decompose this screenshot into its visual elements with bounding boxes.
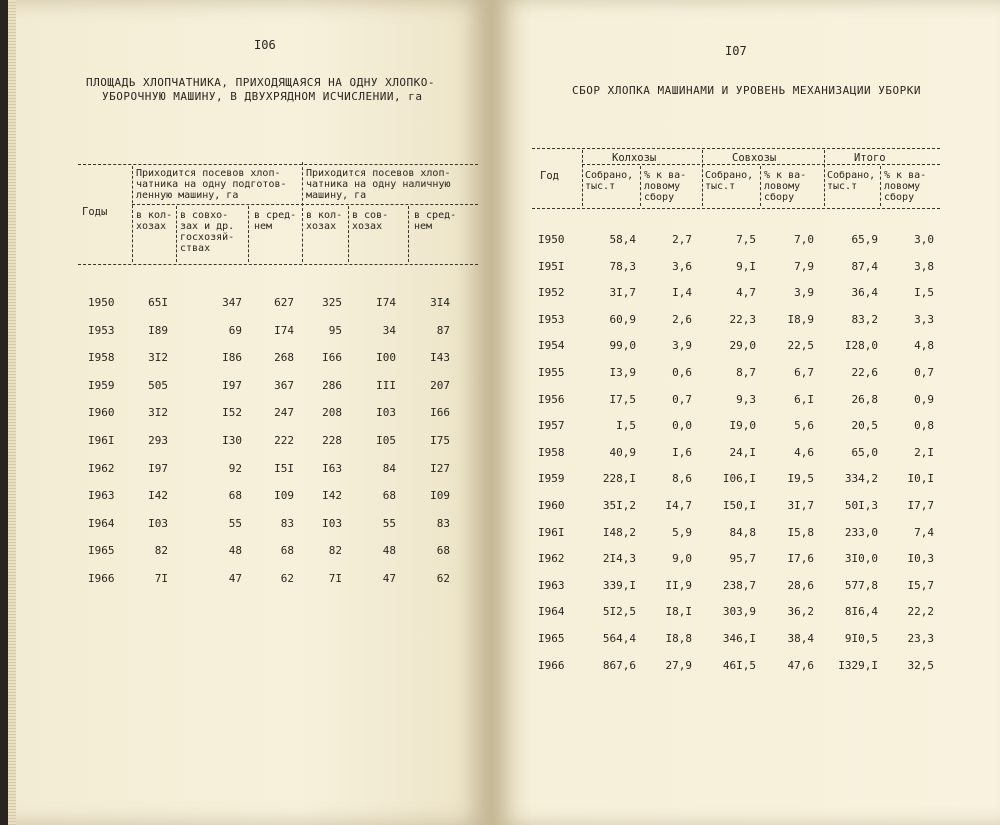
table-cell: 5,9 [672, 525, 692, 539]
table-cell: I42 [322, 489, 342, 503]
table-cell: I7,6 [787, 552, 814, 566]
table-cell: 20,5 [851, 419, 878, 433]
table-cell: 3,0 [914, 233, 934, 246]
table-cell: 62 [436, 572, 450, 585]
table-cell: I7,7 [907, 499, 934, 512]
table-cell: 83 [436, 516, 450, 530]
column-divider [132, 166, 133, 262]
column-header-year: Год [540, 170, 559, 182]
table-cell: 577,8 [844, 578, 878, 592]
table-cell: 48 [382, 544, 396, 558]
table-cell: 9,0 [672, 552, 692, 566]
column-group-header: Совхозы [732, 152, 777, 164]
table-cell: 28,6 [787, 578, 814, 592]
table-cell: 3I0,0 [844, 552, 878, 566]
table-cell: 65I [148, 296, 168, 309]
table-cell: 0,9 [914, 392, 934, 406]
table-cell: 4,6 [794, 445, 814, 459]
table-cell: 22,2 [907, 605, 934, 619]
column-header: % к ва-ловому сбору [884, 170, 927, 203]
table-cell: 222 [274, 434, 294, 447]
table-cell: I7,5 [609, 392, 636, 406]
table-cell: 47,6 [787, 658, 814, 672]
table-cell: 55 [382, 516, 396, 530]
table-cell: 286 [322, 378, 342, 392]
table-cell: I9,0 [729, 419, 756, 433]
column-header: Собрано, тыс.т [827, 170, 876, 192]
table-title-line-1: ПЛОЩАДЬ ХЛОПЧАТНИКА, ПРИХОДЯЩАЯСЯ НА ОДНУ ХЛОПКО- [86, 76, 436, 89]
table-cell: 334,2 [844, 472, 878, 486]
column-group-header: Итого [854, 152, 886, 164]
table-cell: I5I [274, 461, 294, 475]
page-edge [8, 0, 16, 825]
table-cell: 4,7 [736, 286, 756, 300]
row-year: I952 [538, 286, 565, 300]
table-cell: 7I [154, 572, 168, 585]
row-year: I959 [88, 378, 115, 392]
table-cell: 6,I [794, 392, 814, 406]
table-cell: I86 [222, 351, 242, 365]
table-cell: 82 [328, 544, 342, 558]
table-cell: I05 [376, 434, 396, 447]
column-divider [640, 166, 641, 206]
table-cell: 65,0 [851, 445, 878, 459]
table-cell: I30 [222, 434, 242, 447]
table-cell: 228,I [602, 472, 636, 486]
table-cell: 22,5 [787, 339, 814, 353]
table-cell: I63 [322, 461, 342, 475]
table-cell: 207 [430, 378, 450, 392]
table-cell: 68 [228, 489, 242, 503]
table-cell: I89 [148, 323, 168, 337]
table-cell: 0,7 [672, 392, 692, 406]
row-year: I953 [538, 312, 565, 326]
table-cell: 228 [322, 434, 342, 447]
table-cell: 95,7 [729, 552, 756, 566]
table-cell: I03 [376, 406, 396, 420]
table-cell: 339,I [602, 578, 636, 592]
table-cell: I5,8 [787, 525, 814, 539]
table-cell: I97 [148, 461, 168, 475]
table-cell: 87,4 [851, 259, 878, 273]
table-cell: 627 [274, 296, 294, 309]
table-title-line-2: УБОРОЧНУЮ МАШИНУ, В ДВУХРЯДНОМ ИСЧИСЛЕНИИ, га [102, 90, 423, 103]
table-cell: I42 [148, 489, 168, 503]
row-year: I96I [538, 525, 565, 539]
header-mid-rule [132, 204, 478, 205]
table-cell: I,5 [616, 419, 636, 433]
table-cell: 23,3 [907, 632, 934, 645]
row-year: I962 [538, 552, 565, 566]
row-year: I958 [88, 351, 115, 365]
column-divider [702, 150, 703, 206]
column-header: в совхо-зах и др. госхозяй-ствах [180, 210, 235, 254]
table-cell: 3I2 [148, 406, 168, 420]
table-cell: 2,6 [672, 312, 692, 326]
column-group-header: Приходится посевов хлоп-чатника на одну наличную машину, га [306, 168, 451, 201]
table-cell: 505 [148, 378, 168, 392]
table-cell: 68 [280, 544, 294, 558]
header-top-rule [78, 164, 478, 165]
row-year: I965 [538, 632, 565, 645]
table-cell: 8,6 [672, 472, 692, 486]
table-cell: I4,7 [665, 499, 692, 512]
table-cell: 78,3 [609, 259, 636, 273]
table-cell: 65,9 [851, 233, 878, 246]
column-divider [302, 162, 303, 262]
table-cell: 9I0,5 [844, 632, 878, 645]
row-year: I963 [88, 489, 115, 503]
table-cell: 564,4 [602, 632, 636, 645]
table-cell: 38,4 [787, 632, 814, 645]
table-cell: 27,9 [665, 658, 692, 672]
column-divider [760, 166, 761, 206]
table-cell: 55 [228, 516, 242, 530]
table-cell: 0,8 [914, 419, 934, 433]
row-year: I955 [538, 366, 565, 379]
table-cell: 2,I [914, 445, 934, 459]
table-cell: 68 [436, 544, 450, 558]
table-cell: 9,3 [736, 392, 756, 406]
table-cell: I28,0 [844, 339, 878, 353]
column-header: Собрано, тыс.т [705, 170, 754, 192]
row-year: I95I [538, 259, 565, 273]
table-cell: 7,9 [794, 259, 814, 273]
column-divider [348, 206, 349, 262]
column-header: % к ва-ловому сбору [764, 170, 807, 203]
table-cell: I52 [222, 406, 242, 420]
table-cell: 3,6 [672, 259, 692, 273]
table-cell: I74 [274, 323, 294, 337]
table-cell: 3,8 [914, 259, 934, 273]
table-cell: 2I4,3 [602, 552, 636, 566]
table-cell: 2,7 [672, 233, 692, 246]
table-cell: I329,I [838, 658, 878, 672]
table-cell: 0,0 [672, 419, 692, 433]
table-cell: I09 [430, 489, 450, 503]
table-cell: 40,9 [609, 445, 636, 459]
table-cell: I8,I [665, 605, 692, 619]
table-cell: 50I,3 [844, 499, 878, 512]
table-cell: I5,7 [907, 578, 934, 592]
table-cell: 7,4 [914, 525, 934, 539]
row-year: 1950 [88, 296, 115, 309]
table-cell: 48 [228, 544, 242, 558]
table-cell: 3I2 [148, 351, 168, 365]
table-cell: 60,9 [609, 312, 636, 326]
row-year: I962 [88, 461, 115, 475]
table-cell: 35I,2 [602, 499, 636, 512]
table-cell: I,5 [914, 286, 934, 300]
column-header: в сред-нем [254, 210, 297, 232]
table-cell: I50,I [722, 499, 756, 512]
table-cell: 7,5 [736, 233, 756, 246]
row-year: I960 [538, 499, 565, 512]
table-cell: I3,9 [609, 366, 636, 379]
row-year: I960 [88, 406, 115, 420]
table-cell: 34 [382, 323, 396, 337]
column-header-years: Годы [82, 206, 108, 218]
table-cell: I43 [430, 351, 450, 365]
row-year: I964 [88, 516, 115, 530]
table-cell: 0,6 [672, 366, 692, 379]
table-cell: 3I4 [430, 296, 450, 309]
row-year: I963 [538, 578, 565, 592]
table-cell: 5I2,5 [602, 605, 636, 619]
column-header: % к ва-ловому сбору [644, 170, 687, 203]
table-cell: I03 [148, 516, 168, 530]
table-cell: I,6 [672, 445, 692, 459]
header-bottom-rule [78, 264, 478, 265]
table-cell: 367 [274, 378, 294, 392]
column-divider [824, 150, 825, 206]
table-cell: 6,7 [794, 366, 814, 379]
table-cell: 69 [228, 323, 242, 337]
table-cell: 293 [148, 434, 168, 447]
table-cell: I48,2 [602, 525, 636, 539]
table-cell: III [376, 378, 396, 392]
table-cell: I0,3 [907, 552, 934, 566]
table-cell: 87 [436, 323, 450, 337]
header-mid-rule [582, 164, 940, 165]
table-cell: I74 [376, 296, 396, 309]
header-bottom-rule [532, 208, 940, 209]
table-cell: 26,8 [851, 392, 878, 406]
table-cell: 36,2 [787, 605, 814, 619]
right-page [492, 0, 1000, 825]
table-cell: 24,I [729, 445, 756, 459]
table-cell: 22,3 [729, 312, 756, 326]
table-cell: 84,8 [729, 525, 756, 539]
table-cell: I66 [430, 406, 450, 420]
row-year: I959 [538, 472, 565, 486]
table-cell: I03 [322, 516, 342, 530]
table-cell: I9,5 [787, 472, 814, 486]
table-cell: 68 [382, 489, 396, 503]
row-year: I958 [538, 445, 565, 459]
table-cell: 9,I [736, 259, 756, 273]
column-divider [582, 150, 583, 206]
table-cell: 36,4 [851, 286, 878, 300]
table-cell: 247 [274, 406, 294, 420]
table-cell: 83 [280, 516, 294, 530]
table-cell: 29,0 [729, 339, 756, 353]
row-year: I950 [538, 233, 565, 246]
table-title: СБОР ХЛОПКА МАШИНАМИ И УРОВЕНЬ МЕХАНИЗАЦИИ УБОРКИ [572, 84, 922, 97]
table-cell: 3I,7 [609, 286, 636, 300]
table-cell: I66 [322, 351, 342, 365]
column-header: в кол-хозах [136, 210, 173, 232]
table-cell: 47 [382, 572, 396, 585]
table-cell: 32,5 [907, 658, 934, 672]
table-cell: 82 [154, 544, 168, 558]
row-year: I956 [538, 392, 565, 406]
row-year: I953 [88, 323, 115, 337]
table-cell: 3,3 [914, 312, 934, 326]
table-cell: 46I,5 [722, 658, 756, 672]
row-year: I957 [538, 419, 565, 433]
table-cell: 92 [228, 461, 242, 475]
page-number: I07 [725, 44, 747, 58]
column-header: в сов-хозах [352, 210, 389, 232]
table-cell: II,9 [665, 578, 692, 592]
table-cell: 84 [382, 461, 396, 475]
table-cell: I,4 [672, 286, 692, 300]
table-cell: 22,6 [851, 366, 878, 379]
table-cell: 233,0 [844, 525, 878, 539]
table-cell: 8I6,4 [844, 605, 878, 619]
table-cell: 325 [322, 296, 342, 309]
table-cell: 0,7 [914, 366, 934, 379]
table-cell: 8,7 [736, 366, 756, 379]
table-cell: 3,9 [672, 339, 692, 353]
row-year: I954 [538, 339, 565, 353]
table-cell: I97 [222, 378, 242, 392]
row-year: I964 [538, 605, 565, 619]
column-header: Собрано, тыс.т [585, 170, 634, 192]
table-cell: 58,4 [609, 233, 636, 246]
table-cell: I09 [274, 489, 294, 503]
table-cell: 268 [274, 351, 294, 365]
table-cell: 867,6 [602, 658, 636, 672]
column-header: в кол-хозах [306, 210, 343, 232]
table-cell: 83,2 [851, 312, 878, 326]
table-cell: 99,0 [609, 339, 636, 353]
table-cell: I27 [430, 461, 450, 475]
table-cell: 4,8 [914, 339, 934, 353]
table-cell: 3I,7 [787, 499, 814, 512]
table-cell: 62 [280, 572, 294, 585]
column-divider [176, 206, 177, 262]
table-cell: 347 [222, 296, 242, 309]
row-year: I966 [88, 572, 115, 585]
table-cell: 7I [328, 572, 342, 585]
table-cell: 238,7 [722, 578, 756, 592]
table-cell: 346,I [722, 632, 756, 645]
table-cell: 7,0 [794, 233, 814, 246]
column-group-header: Приходится посевов хлоп-чатника на одну подготов-ленную машину, га [136, 168, 287, 201]
table-cell: I00 [376, 351, 396, 365]
column-divider [248, 206, 249, 262]
table-cell: 47 [228, 572, 242, 585]
row-year: I966 [538, 658, 565, 672]
table-cell: I8,8 [665, 632, 692, 645]
left-page [8, 0, 492, 825]
column-header: в сред-нем [414, 210, 457, 232]
column-group-header: Колхозы [612, 152, 657, 164]
table-cell: I0,I [907, 472, 934, 486]
table-cell: 5,6 [794, 419, 814, 433]
table-cell: I75 [430, 434, 450, 447]
table-cell: 95 [328, 323, 342, 337]
row-year: I96I [88, 434, 115, 447]
table-cell: 3,9 [794, 286, 814, 300]
table-cell: I8,9 [787, 312, 814, 326]
column-divider [880, 166, 881, 206]
table-cell: 303,9 [722, 605, 756, 619]
header-top-rule [532, 148, 940, 149]
table-cell: 208 [322, 406, 342, 420]
column-divider [408, 206, 409, 262]
row-year: I965 [88, 544, 115, 558]
table-cell: I06,I [722, 472, 756, 486]
page-number: I06 [254, 38, 276, 52]
